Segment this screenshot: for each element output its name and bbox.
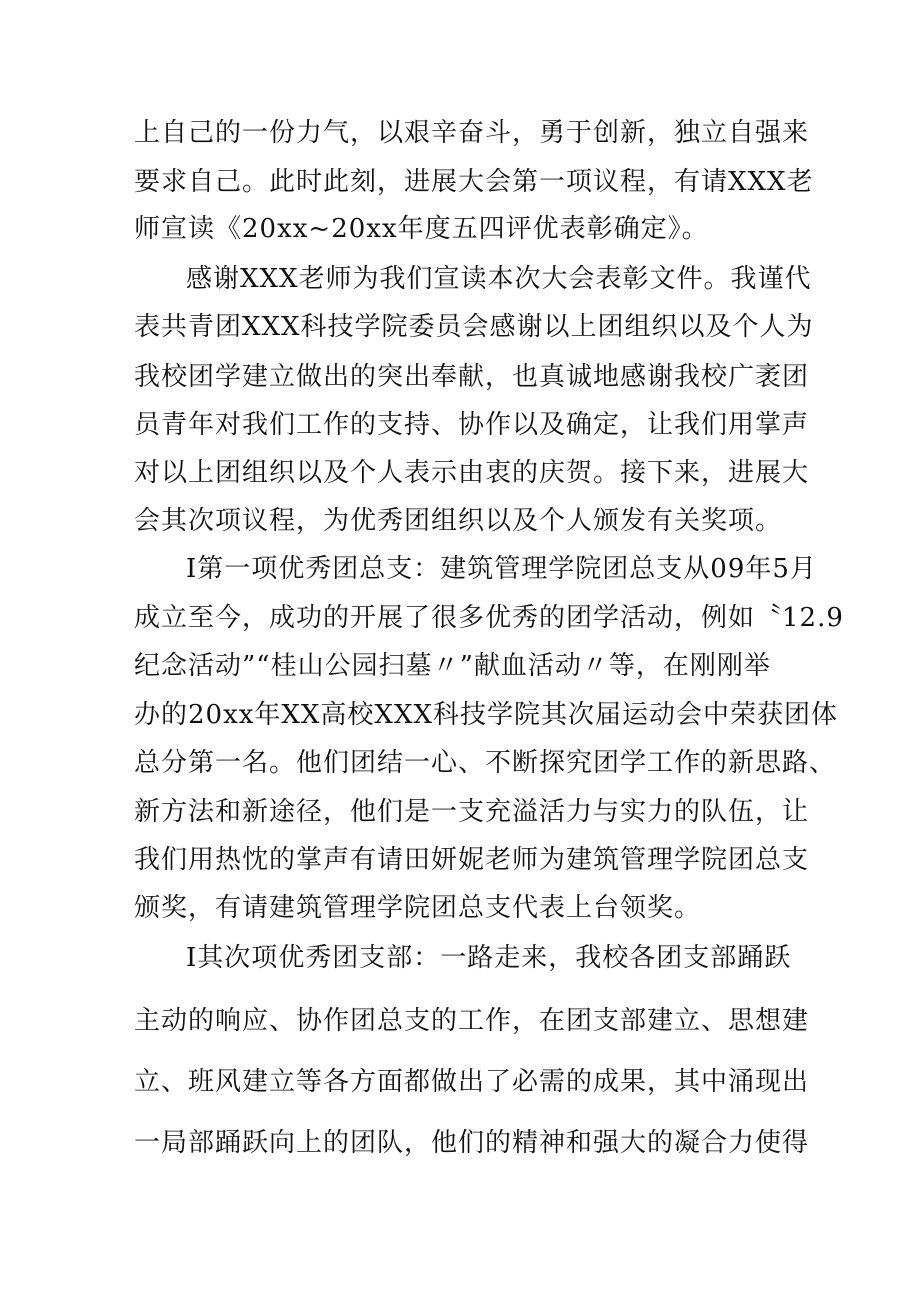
- text-line: 员青年对我们工作的支持、协作以及确定，让我们用掌声: [134, 410, 810, 440]
- text-line: 总分第一名。他们团结一心、不断探究团学工作的新思路、: [134, 748, 837, 778]
- text-line: 我校团学建立做出的突出奉献，也真诚地感谢我校广袤团: [134, 362, 810, 392]
- text-line: 师宣读《20xx~20xx年度五四评优表彰确定》。: [134, 214, 709, 244]
- text-line: 对以上团组织以及个人表示由衷的庆贺。接下来，进展大: [134, 458, 810, 488]
- text-line: 成立至今，成功的开展了很多优秀的团学活动，例如〝12.9: [134, 603, 844, 633]
- text-line: 办的20xx年XX高校XXX科技学院其次届运动会中荣获团体: [134, 700, 838, 730]
- text-line: 我们用热忱的掌声有请田妍妮老师为建筑管理学院团总支: [134, 845, 810, 875]
- text-line: 会其次项议程，为优秀团组织以及个人颁发有关奖项。: [134, 506, 783, 536]
- text-line: 立、班风建立等各方面都做出了必需的成果，其中涌现出: [134, 1067, 810, 1097]
- text-line: 颁奖，有请建筑管理学院团总支代表上台领奖。: [134, 893, 702, 923]
- paragraph-start-line: I其次项优秀团支部：一路走来，我校各团支部踊跃: [186, 943, 792, 973]
- paragraph-start-line: 感谢XXX老师为我们宣读本次大会表彰文件。我谨代: [186, 264, 812, 294]
- text-line: 纪念活动”“桂山公园扫墓〃”献血活动〃等，在刚刚举: [134, 651, 771, 681]
- text-line: 表共青团XXX科技学院委员会感谢以上团组织以及个人为: [134, 312, 814, 342]
- text-line: 上自己的一份力气，以艰辛奋斗，勇于创新，独立自强来: [134, 118, 810, 148]
- text-line: 一局部踊跃向上的团队，他们的精神和强大的凝合力使得: [134, 1128, 810, 1158]
- text-line: 要求自己。此时此刻，进展大会第一项议程，有请XXX老: [134, 167, 814, 197]
- text-line: 主动的响应、协作团总支的工作，在团支部建立、思想建: [134, 1006, 810, 1036]
- paragraph-start-line: I第一项优秀团总支：建筑管理学院团总支从09年5月: [186, 554, 817, 584]
- text-line: 新方法和新途径，他们是一支充溢活力与实力的队伍，让: [134, 797, 810, 827]
